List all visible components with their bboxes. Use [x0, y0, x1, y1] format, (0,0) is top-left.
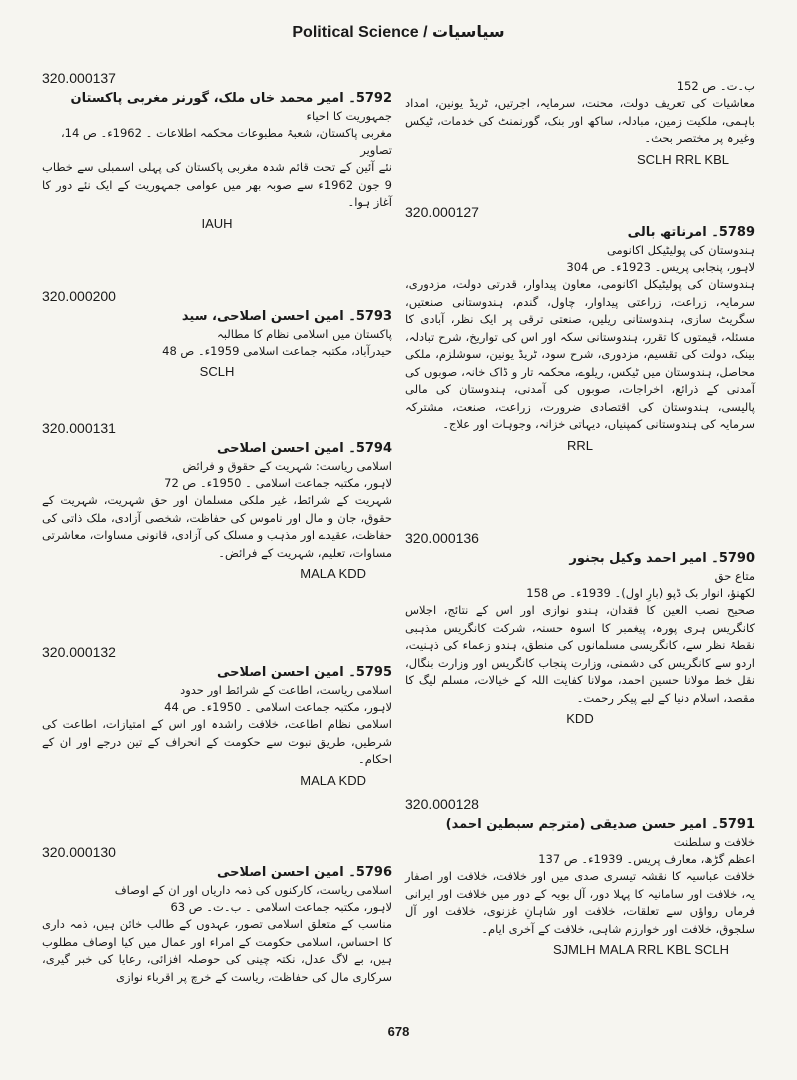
- entry-title: جمہوریت کا احیاء: [306, 109, 392, 123]
- entry-description: نئے آئین کے تحت قائم شدہ مغربی پاکستان کی پہلی اسمبلی سے خطاب 9 جون 1962ء سے صوبہ بھر میں عوامی جمہوریت کے ایک نئے دور کا آغاز ہوا۔: [42, 160, 392, 209]
- library-codes: IAUH: [201, 215, 233, 231]
- entry-5790: [405, 530, 755, 726]
- entry-title: متاع حق: [714, 569, 755, 583]
- entry-heading: 5790۔ امیر احمد وکیل بجنور: [569, 551, 755, 566]
- entry-title: اسلامی ریاست، اطاعت کے شرائط اور حدود: [180, 683, 392, 697]
- entry-heading: 5793۔ امین احسن اصلاحی، سید: [181, 309, 392, 324]
- entry-imprint: حیدرآباد، مکتبہ جماعت اسلامی 1959ء۔ ص 48: [162, 344, 392, 358]
- entry-title: خلافت و سلطنت: [673, 835, 755, 849]
- library-codes: MALA KDD: [300, 566, 366, 581]
- call-number: 320.000200: [42, 288, 116, 304]
- entry-imprint: لکھنؤ، انوار بک ڈپو (بارِ اول)۔ 1939ء۔ ص 158: [526, 586, 755, 600]
- entry-extra: تصاویر: [360, 143, 392, 157]
- entry-heading: 5795۔ امین احسن اصلاحی: [216, 665, 392, 680]
- call-number: 320.000137: [42, 70, 116, 86]
- entry-5796: [42, 844, 392, 986]
- call-number: 320.000136: [405, 530, 479, 546]
- entry-imprint: لاہور، مکتبہ جماعت اسلامی ۔ ب۔ت۔ ص 63: [170, 900, 392, 914]
- entry-5794: [42, 420, 392, 581]
- library-codes: SJMLH MALA RRL KBL SCLH: [552, 942, 729, 957]
- entry-5789: [405, 204, 755, 453]
- header-urdu: سیاسیات: [432, 22, 505, 41]
- header-english: Political Science /: [292, 24, 428, 41]
- entry-imprint: لاہور، مکتبہ جماعت اسلامی ۔ 1950ء۔ ص 72: [164, 476, 392, 490]
- entry-description: معاشیات کی تعریف دولت، محنت، سرمایہ، اجرتیں، ٹریڈ یونین، امداد باہمی، ملکیت زمین، مبادلہ، ساکھ اور بنک، گورنمنٹ کی خدمات، ٹیکس وغیرہ پر مختصر بحث۔: [405, 96, 755, 145]
- entry-title: پاکستان میں اسلامی نظام کا مطالبہ: [216, 327, 392, 341]
- library-codes: MALA KDD: [300, 772, 366, 788]
- page-number: 678: [387, 1024, 410, 1039]
- library-codes: SCLH RRL KBL: [637, 151, 729, 167]
- entry-5791: [405, 796, 755, 957]
- entry-heading: 5792۔ امیر محمد خاں ملک، گورنر مغربی پاکستان: [70, 91, 392, 106]
- entry-description: مناسب کے متعلق اسلامی تصور، عہدوں کے طالب خائن ہیں، ذمہ داری کا احساس، اسلامی حکومت کے امراء اور عمال میں کیا اوصاف مطلوب ہیں، بے لاگ عدل، نکتہ چینی کی حوصلہ افزائی، رعایا کی خبر گیری، سرکاری مال کی حفاظت، ریاست کے خرچ پر اقرباء نوازی: [42, 917, 392, 984]
- entry-imprint: ب۔ت۔ ص 152: [676, 79, 755, 93]
- entry-description: اسلامی نظام اطاعت، خلافت راشدہ اور اس کے امتیازات، اطاعت کی شرطیں، طریق نبوت سے حکومت کے انحراف کے تین درجے اور ان کے احکام۔: [42, 717, 392, 766]
- entry-imprint: اعظم گڑھ، معارف پریس۔ 1939ء۔ ص 137: [538, 852, 755, 866]
- entry-description: صحیح نصب العین کا فقدان، ہندو نوازی اور اس کے نتائج، اجلاس کانگریس ہری پورہ، پیغمبر کا اسوہ حسنہ، شرکت کانگریس مذہبی نقطۂ نظر سے، کانگریسی مسلمانوں کی منطق، ہندو زعماء کی ذہنیت، اردو سے کانگریس کی دشمنی، وزارت پنجاب کانگریس اور وزارت بنگال، نقل خط مولانا حسین احمد، مولانا کفایت اللہ کے خیالات، مسلم لیگ کا مقصد، اسلام دنیا کے لیے پیکر رحمت۔: [405, 603, 755, 705]
- entry-description: شہریت کے شرائط، غیر ملکی مسلمان اور حق شہریت، شہریت کے حقوق، جان و مال اور ناموس کی حفاظت، شخصی آزادی، ملک ذاتی کی حفاظت، عقیدے اور مذہب و مسلک کی آزادی، قانونی مساوات، معاشرتی مساوات، تعلیم، شہریت کے فرائض۔: [42, 493, 392, 560]
- entry-title: اسلامی ریاست: شہریت کے حقوق و فرائض: [182, 459, 392, 473]
- library-codes: RRL: [566, 437, 593, 453]
- entry-heading: 5796۔ امین احسن اصلاحی: [216, 865, 392, 880]
- entry-description: خلافت عباسیہ کا نقشہ تیسری صدی میں اور خلافت، خلافت اور اصفار یہ، خلافت اور سامانیہ کا پہلا دور، آل بویہ کے دور میں خلافت اور ایرانی فرماں رواؤں سے تعلقات، خلافت اور شاہانِ غزنوی، خلافت اور آل سلجوق، خلافت اور خوارزم شاہی، خلافت کے آخری ایام۔: [405, 869, 755, 936]
- entry-5792: [42, 70, 392, 231]
- entry-imprint: لاہور، مکتبہ جماعت اسلامی ۔ 1950ء۔ ص 44: [164, 700, 392, 714]
- entry-title: ہندوستان کی پولیٹیکل اکانومی: [606, 243, 755, 257]
- library-codes: SCLH: [199, 364, 235, 379]
- call-number: 320.000130: [42, 844, 116, 860]
- page-header: [0, 22, 797, 42]
- entry-5793: [42, 288, 392, 379]
- entry-imprint: لاہور، پنجابی پریس۔ 1923ء۔ ص 304: [566, 260, 755, 274]
- call-number: 320.000127: [405, 204, 479, 220]
- entry-continued: [405, 78, 755, 167]
- entry-heading: 5794۔ امین احسن اصلاحی: [216, 441, 392, 456]
- entry-imprint: مغربی پاکستان، شعبۂ مطبوعات محکمہ اطلاعات ۔ 1962ء۔ ص 14،: [60, 126, 392, 140]
- entry-heading: 5789۔ امرناتھ بالی: [627, 225, 755, 240]
- entry-title: اسلامی ریاست، کارکنوں کی ذمہ داریاں اور ان کے اوصاف: [114, 883, 392, 897]
- call-number: 320.000128: [405, 796, 479, 812]
- entry-heading: 5791۔ امیر حسن صدیقی (مترجم سبطین احمد): [445, 817, 755, 832]
- entry-5795: [42, 644, 392, 788]
- library-codes: KDD: [566, 711, 594, 726]
- entry-description: ہندوستان کی پولیٹیکل اکانومی، معاون پیداوار، قدرتی دولت، مزدوری، سرمایہ، زراعت، زراعتی پیداوار، چاول، گندم، ہندوستانی صنعتیں، سگریٹ سازی، ہندوستانی ریلیں، صنعتی ترقی پر ایک نظر، آبادی کا مسئلہ، قیمتوں کا تقرر، ہندوستانی سکہ اور اس کی تواریخ، شرح تبادلہ، بینک، دولت کی تقسیم، مزدوری، شرح سود، ٹریڈ یونین، سوشلزم، ملکی محاصل، ہندوستان میں ٹیکس، ریلوے، محکمہ تار و ڈاک خانہ، صوبوں کی آمدنی کے ذرائع، اخراجات، صوبوں کی آمدنی، ہندوستان کی مالی پالیسی، ہندوستان کی اقتصادی ضرورت، زراعت، صنعت، مشترکہ سرمایہ کی ہندوستانی کمپنیاں، دیہاتی خزانہ، وجوہات اور علاج۔: [405, 277, 755, 431]
- call-number: 320.000132: [42, 644, 116, 660]
- call-number: 320.000131: [42, 420, 116, 436]
